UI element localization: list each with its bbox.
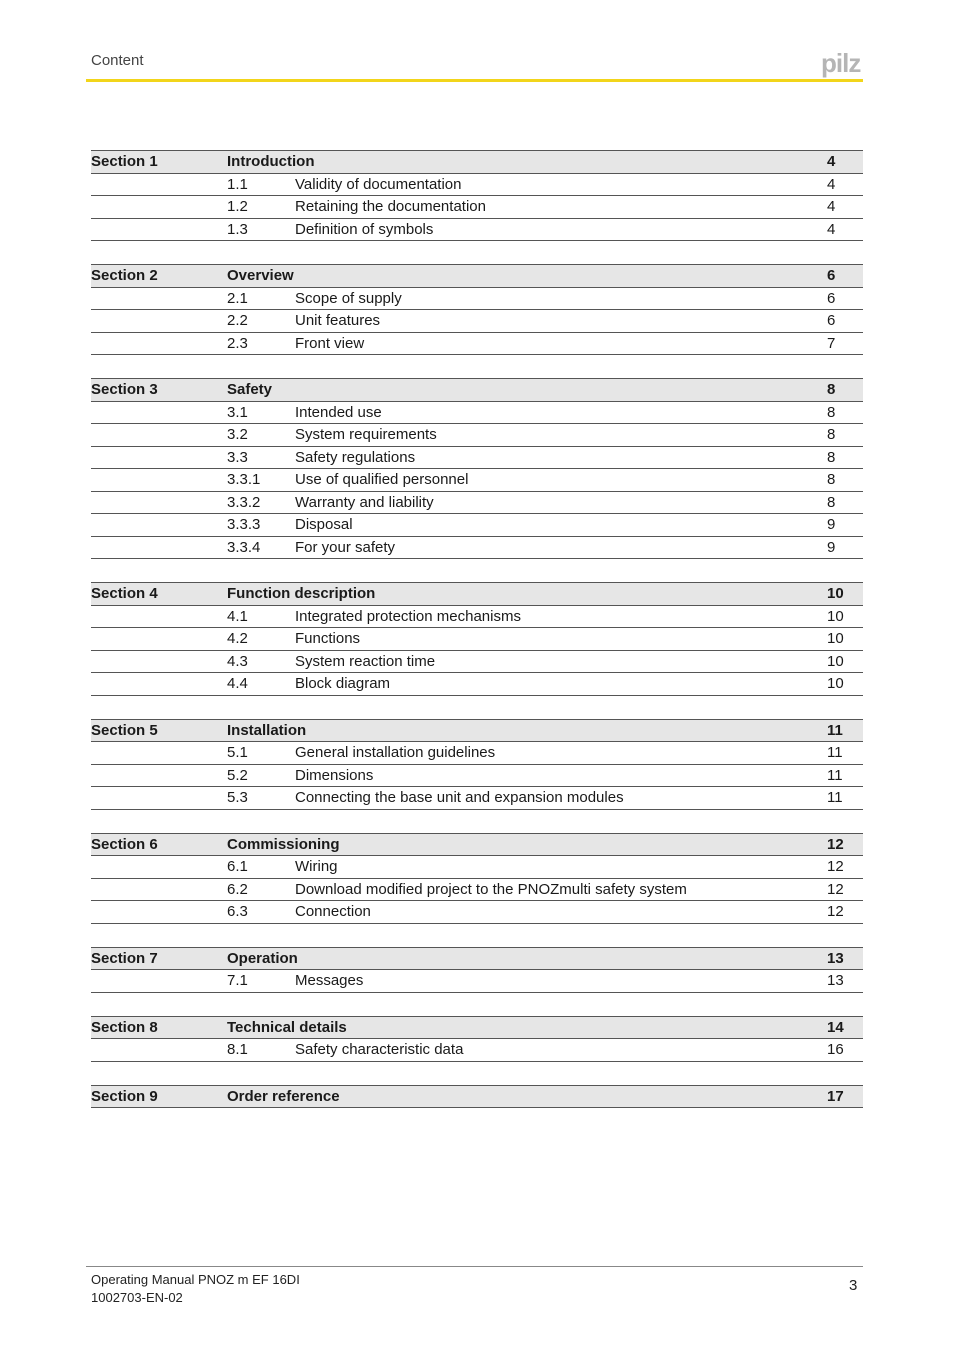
entry-title: Integrated protection mechanisms bbox=[295, 607, 521, 625]
section-page: 17 bbox=[827, 1087, 844, 1105]
entry-page: 12 bbox=[827, 858, 844, 876]
entry-page: 11 bbox=[827, 789, 843, 807]
entry-number: 4.1 bbox=[227, 607, 248, 625]
toc-section bbox=[91, 947, 863, 993]
footer-rule bbox=[86, 1266, 863, 1267]
section-label: Section 6 bbox=[91, 835, 158, 853]
entry-number: 5.3 bbox=[227, 789, 248, 807]
entry-number: 7.1 bbox=[227, 972, 248, 990]
section-title: Technical details bbox=[227, 1018, 347, 1036]
toc-entry[interactable] bbox=[91, 765, 863, 788]
entry-number: 1.3 bbox=[227, 220, 248, 238]
entry-title: Scope of supply bbox=[295, 289, 402, 307]
entry-page: 7 bbox=[827, 334, 836, 352]
toc-section bbox=[91, 582, 863, 696]
entry-title: For your safety bbox=[295, 538, 396, 556]
toc-section bbox=[91, 833, 863, 924]
section-page: 11 bbox=[827, 721, 843, 739]
entry-number: 3.2 bbox=[227, 426, 248, 444]
toc-entry[interactable] bbox=[91, 1039, 863, 1062]
entry-page: 4 bbox=[827, 175, 836, 193]
entry-number: 3.1 bbox=[227, 403, 248, 421]
entry-number: 1.2 bbox=[227, 198, 248, 216]
entry-page: 8 bbox=[827, 493, 836, 511]
section-title: Order reference bbox=[227, 1087, 340, 1105]
toc-entry[interactable] bbox=[91, 651, 863, 674]
section-label: Section 2 bbox=[91, 267, 158, 285]
toc-entry[interactable] bbox=[91, 537, 863, 560]
section-page: 6 bbox=[827, 267, 836, 285]
entry-page: 10 bbox=[827, 652, 844, 670]
entry-title: Definition of symbols bbox=[295, 220, 434, 238]
table-of-contents bbox=[91, 150, 863, 1131]
entry-title: Dimensions bbox=[295, 766, 374, 784]
entry-page: 10 bbox=[827, 675, 844, 693]
entry-page: 8 bbox=[827, 471, 836, 489]
document-number: 1002703-EN-02 bbox=[91, 1290, 183, 1305]
page-number: 3 bbox=[849, 1277, 858, 1294]
svg-text:pilz: pilz bbox=[821, 48, 861, 78]
entry-number: 5.2 bbox=[227, 766, 248, 784]
entry-title: Warranty and liability bbox=[295, 493, 434, 511]
toc-entry[interactable] bbox=[91, 492, 863, 515]
entry-number: 3.3.2 bbox=[227, 493, 261, 511]
toc-entry[interactable] bbox=[91, 447, 863, 470]
toc-section bbox=[91, 1085, 863, 1109]
entry-number: 3.3.1 bbox=[227, 471, 261, 489]
toc-entry[interactable] bbox=[91, 970, 863, 993]
entry-number: 3.3.3 bbox=[227, 516, 261, 534]
entry-title: Front view bbox=[295, 334, 365, 352]
entry-page: 12 bbox=[827, 903, 844, 921]
toc-section bbox=[91, 150, 863, 241]
header-accent-rule bbox=[86, 79, 863, 82]
entry-page: 4 bbox=[827, 198, 836, 216]
section-page: 14 bbox=[827, 1018, 844, 1036]
entry-page: 6 bbox=[827, 289, 836, 307]
toc-entry[interactable] bbox=[91, 742, 863, 765]
toc-entry[interactable] bbox=[91, 879, 863, 902]
toc-entry[interactable] bbox=[91, 174, 863, 197]
entry-title: Retaining the documentation bbox=[295, 198, 486, 216]
entry-title: General installation guidelines bbox=[295, 744, 496, 762]
toc-entry[interactable] bbox=[91, 606, 863, 629]
entry-title: Connection bbox=[295, 903, 371, 921]
section-page: 12 bbox=[827, 835, 844, 853]
toc-entry[interactable] bbox=[91, 787, 863, 810]
entry-title: Safety characteristic data bbox=[295, 1041, 464, 1059]
toc-entry[interactable] bbox=[91, 673, 863, 696]
toc-section-heading[interactable] bbox=[91, 947, 863, 971]
toc-section-heading[interactable] bbox=[91, 150, 863, 174]
entry-page: 9 bbox=[827, 516, 836, 534]
toc-section-heading[interactable] bbox=[91, 582, 863, 606]
entry-title: System reaction time bbox=[295, 652, 436, 670]
entry-page: 16 bbox=[827, 1041, 844, 1059]
toc-section bbox=[91, 264, 863, 355]
entry-page: 11 bbox=[827, 744, 843, 762]
toc-section-heading[interactable] bbox=[91, 1016, 863, 1040]
section-title: Installation bbox=[227, 721, 307, 739]
toc-entry[interactable] bbox=[91, 856, 863, 879]
toc-entry[interactable] bbox=[91, 469, 863, 492]
section-title: Safety bbox=[227, 381, 273, 399]
toc-entry[interactable] bbox=[91, 628, 863, 651]
entry-number: 8.1 bbox=[227, 1041, 248, 1059]
pilz-logo bbox=[820, 48, 866, 78]
section-page: 4 bbox=[827, 153, 836, 171]
entry-number: 4.2 bbox=[227, 630, 248, 648]
toc-entry[interactable] bbox=[91, 219, 863, 242]
entry-number: 6.2 bbox=[227, 880, 248, 898]
section-label: Section 9 bbox=[91, 1087, 158, 1105]
entry-title: Safety regulations bbox=[295, 448, 416, 466]
entry-number: 3.3 bbox=[227, 448, 248, 466]
section-page: 13 bbox=[827, 949, 844, 967]
toc-entry[interactable] bbox=[91, 333, 863, 356]
toc-entry[interactable] bbox=[91, 424, 863, 447]
section-label: Section 1 bbox=[91, 153, 158, 171]
entry-title: Functions bbox=[295, 630, 361, 648]
section-title: Introduction bbox=[227, 153, 315, 171]
entry-title: Intended use bbox=[295, 403, 382, 421]
section-label: Section 4 bbox=[91, 585, 158, 603]
section-label: Section 3 bbox=[91, 381, 158, 399]
entry-number: 5.1 bbox=[227, 744, 248, 762]
toc-section-heading[interactable] bbox=[91, 833, 863, 857]
section-title: Operation bbox=[227, 949, 298, 967]
entry-number: 3.3.4 bbox=[227, 538, 261, 556]
section-title: Overview bbox=[227, 267, 294, 285]
entry-page: 9 bbox=[827, 538, 836, 556]
toc-section-heading[interactable] bbox=[91, 264, 863, 288]
entry-title: Block diagram bbox=[295, 675, 391, 693]
section-page: 10 bbox=[827, 585, 844, 603]
entry-page: 8 bbox=[827, 403, 836, 421]
toc-entry[interactable] bbox=[91, 310, 863, 333]
entry-title: Wiring bbox=[295, 858, 338, 876]
entry-title: Connecting the base unit and expansion modules bbox=[295, 789, 624, 807]
toc-section bbox=[91, 378, 863, 559]
section-title: Commissioning bbox=[227, 835, 340, 853]
entry-page: 11 bbox=[827, 766, 843, 784]
entry-page: 6 bbox=[827, 312, 836, 330]
entry-page: 10 bbox=[827, 607, 844, 625]
entry-title: Disposal bbox=[295, 516, 353, 534]
entry-number: 2.2 bbox=[227, 312, 248, 330]
section-page: 8 bbox=[827, 381, 836, 399]
toc-section-heading[interactable] bbox=[91, 378, 863, 402]
entry-page: 8 bbox=[827, 448, 836, 466]
entry-page: 12 bbox=[827, 880, 844, 898]
toc-entry[interactable] bbox=[91, 402, 863, 425]
toc-section bbox=[91, 719, 863, 810]
entry-title: System requirements bbox=[295, 426, 437, 444]
entry-page: 4 bbox=[827, 220, 836, 238]
entry-title: Validity of documentation bbox=[295, 175, 462, 193]
entry-number: 2.3 bbox=[227, 334, 248, 352]
entry-title: Messages bbox=[295, 972, 364, 990]
toc-entry[interactable] bbox=[91, 514, 863, 537]
toc-entry[interactable] bbox=[91, 288, 863, 311]
toc-section-heading[interactable] bbox=[91, 1085, 863, 1109]
toc-entry[interactable] bbox=[91, 901, 863, 924]
entry-number: 4.4 bbox=[227, 675, 248, 693]
toc-section-heading[interactable] bbox=[91, 719, 863, 743]
section-label: Section 8 bbox=[91, 1018, 158, 1036]
manual-title: Operating Manual PNOZ m EF 16DI bbox=[91, 1272, 300, 1287]
entry-number: 6.3 bbox=[227, 903, 248, 921]
entry-page: 10 bbox=[827, 630, 844, 648]
toc-entry[interactable] bbox=[91, 196, 863, 219]
running-header: Content bbox=[91, 52, 144, 69]
entry-number: 4.3 bbox=[227, 652, 248, 670]
entry-page: 13 bbox=[827, 972, 844, 990]
section-label: Section 5 bbox=[91, 721, 158, 739]
section-title: Function description bbox=[227, 585, 376, 603]
entry-number: 2.1 bbox=[227, 289, 248, 307]
section-label: Section 7 bbox=[91, 949, 158, 967]
entry-number: 1.1 bbox=[227, 175, 248, 193]
entry-page: 8 bbox=[827, 426, 836, 444]
entry-title: Use of qualified personnel bbox=[295, 471, 469, 489]
entry-title: Download modified project to the PNOZmulti safety system bbox=[295, 880, 687, 898]
entry-title: Unit features bbox=[295, 312, 381, 330]
entry-number: 6.1 bbox=[227, 858, 248, 876]
toc-section bbox=[91, 1016, 863, 1062]
